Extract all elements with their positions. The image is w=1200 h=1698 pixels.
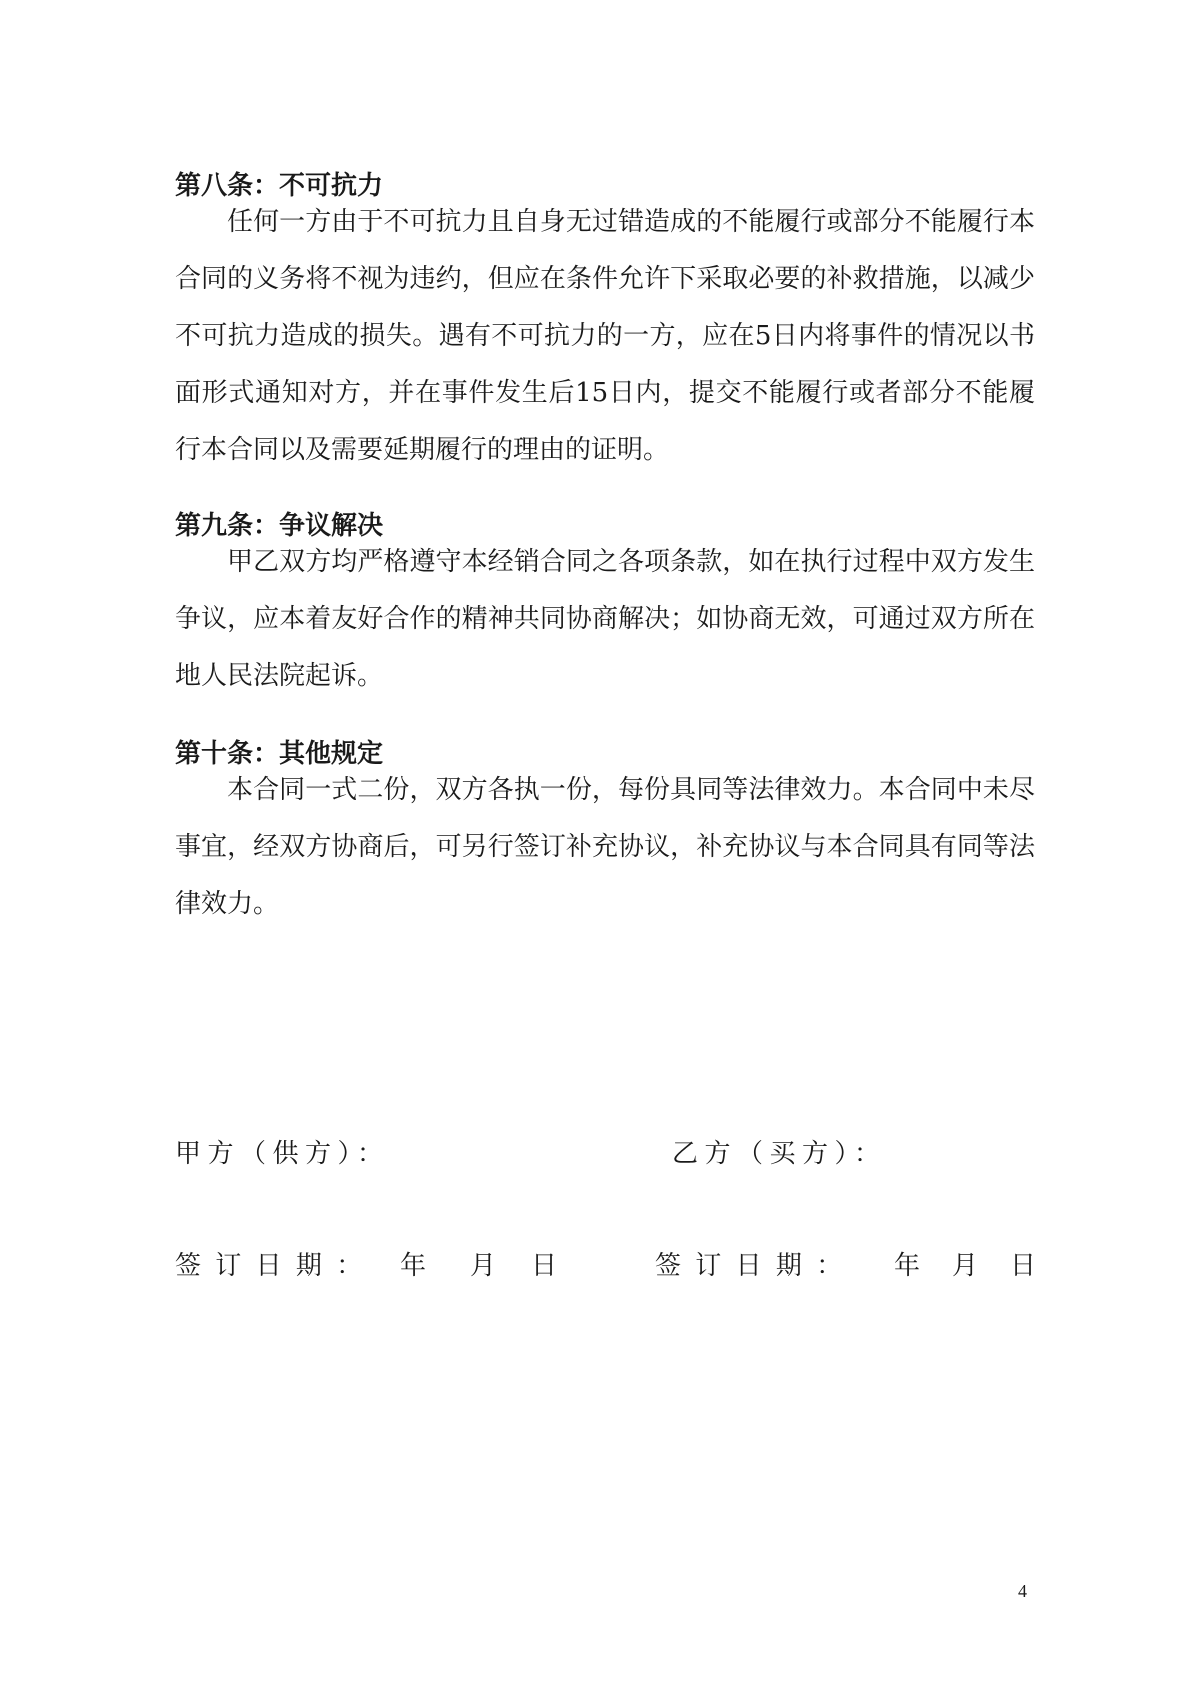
party-b-date-label: 签订日期： — [655, 1251, 857, 1281]
article-9-body: 甲乙双方均严格遵守本经销合同之各项条款，如在执行过程中双方发生争议，应本着友好合作的精神共同协商解决；如协商无效，可通过双方所在地人民法院起诉。 — [175, 547, 1035, 691]
party-b-date-month: 月 — [952, 1251, 979, 1281]
page-number: 4 — [1018, 1581, 1027, 1601]
article-8-body: 任何一方由于不可抗力且自身无过错造成的不能履行或部分不能履行本合同的义务将不视为违约，但应在条件允许下采取必要的补救措施，以减少不可抗力造成的损失。遇有不可抗力的一方，应在5日内将事件的情况以书面形式通知对方，并在事件发生后15日内，提交不能履行或者部分不能履行本合同以及需要延期履行的理由的证明。 — [175, 207, 1035, 465]
article-10-heading: 第十条：其他规定 — [175, 739, 384, 769]
party-b-date-year: 年 — [894, 1251, 921, 1281]
article-9-heading: 第九条：争议解决 — [175, 511, 384, 541]
party-b-date-day: 日 — [1010, 1251, 1037, 1281]
party-a-date-day: 日 — [531, 1251, 558, 1281]
party-a-date-month: 月 — [470, 1251, 497, 1281]
party-b-label: 乙方（买方）： — [672, 1139, 887, 1169]
party-a-date-label: 签订日期： — [175, 1251, 377, 1281]
party-a-date-year: 年 — [400, 1251, 427, 1281]
party-a-label: 甲方（供方）： — [175, 1139, 390, 1169]
article-8-heading: 第八条：不可抗力 — [175, 171, 384, 201]
article-10-body: 本合同一式二份，双方各执一份，每份具同等法律效力。本合同中未尽事宜，经双方协商后，可另行签订补充协议，补充协议与本合同具有同等法律效力。 — [175, 775, 1035, 919]
